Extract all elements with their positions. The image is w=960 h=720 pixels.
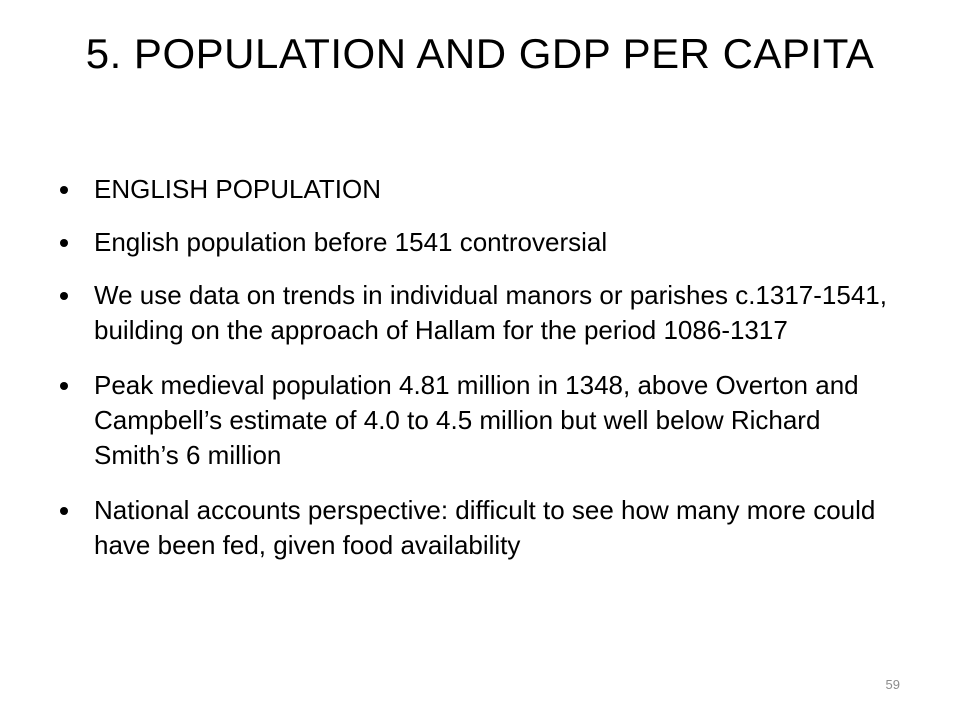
bullet-dot-icon [60,239,68,247]
bullet-item [58,368,898,473]
bullet-item [58,493,898,563]
bullet-dot-icon [60,382,68,390]
bullet-item [58,172,898,207]
bullet-text: Peak medieval population 4.81 million in 1348, above Overton and Campbell’s estimate of 4.0 to 4.5 million but well below Richard Smith’s 6 million [94,370,859,470]
bullet-item [58,278,898,348]
slide-title: 5. POPULATION AND GDP PER CAPITA [85,30,875,77]
page-number: 59 [885,677,900,692]
bullet-text: English population before 1541 controversial [94,227,608,257]
bullet-dot-icon [60,507,68,515]
bullet-item [58,225,898,260]
bullet-text: ENGLISH POPULATION [94,174,382,204]
bullet-text: We use data on trends in individual manors or parishes c.1317-1541, building on the approach of Hallam for the period 1086-1317 [94,280,887,345]
bullet-dot-icon [60,292,68,300]
bullet-text: National accounts perspective: difficult to see how many more could have been fed, given food availability [94,495,876,560]
bullet-dot-icon [60,186,68,194]
bullet-list [58,172,898,583]
